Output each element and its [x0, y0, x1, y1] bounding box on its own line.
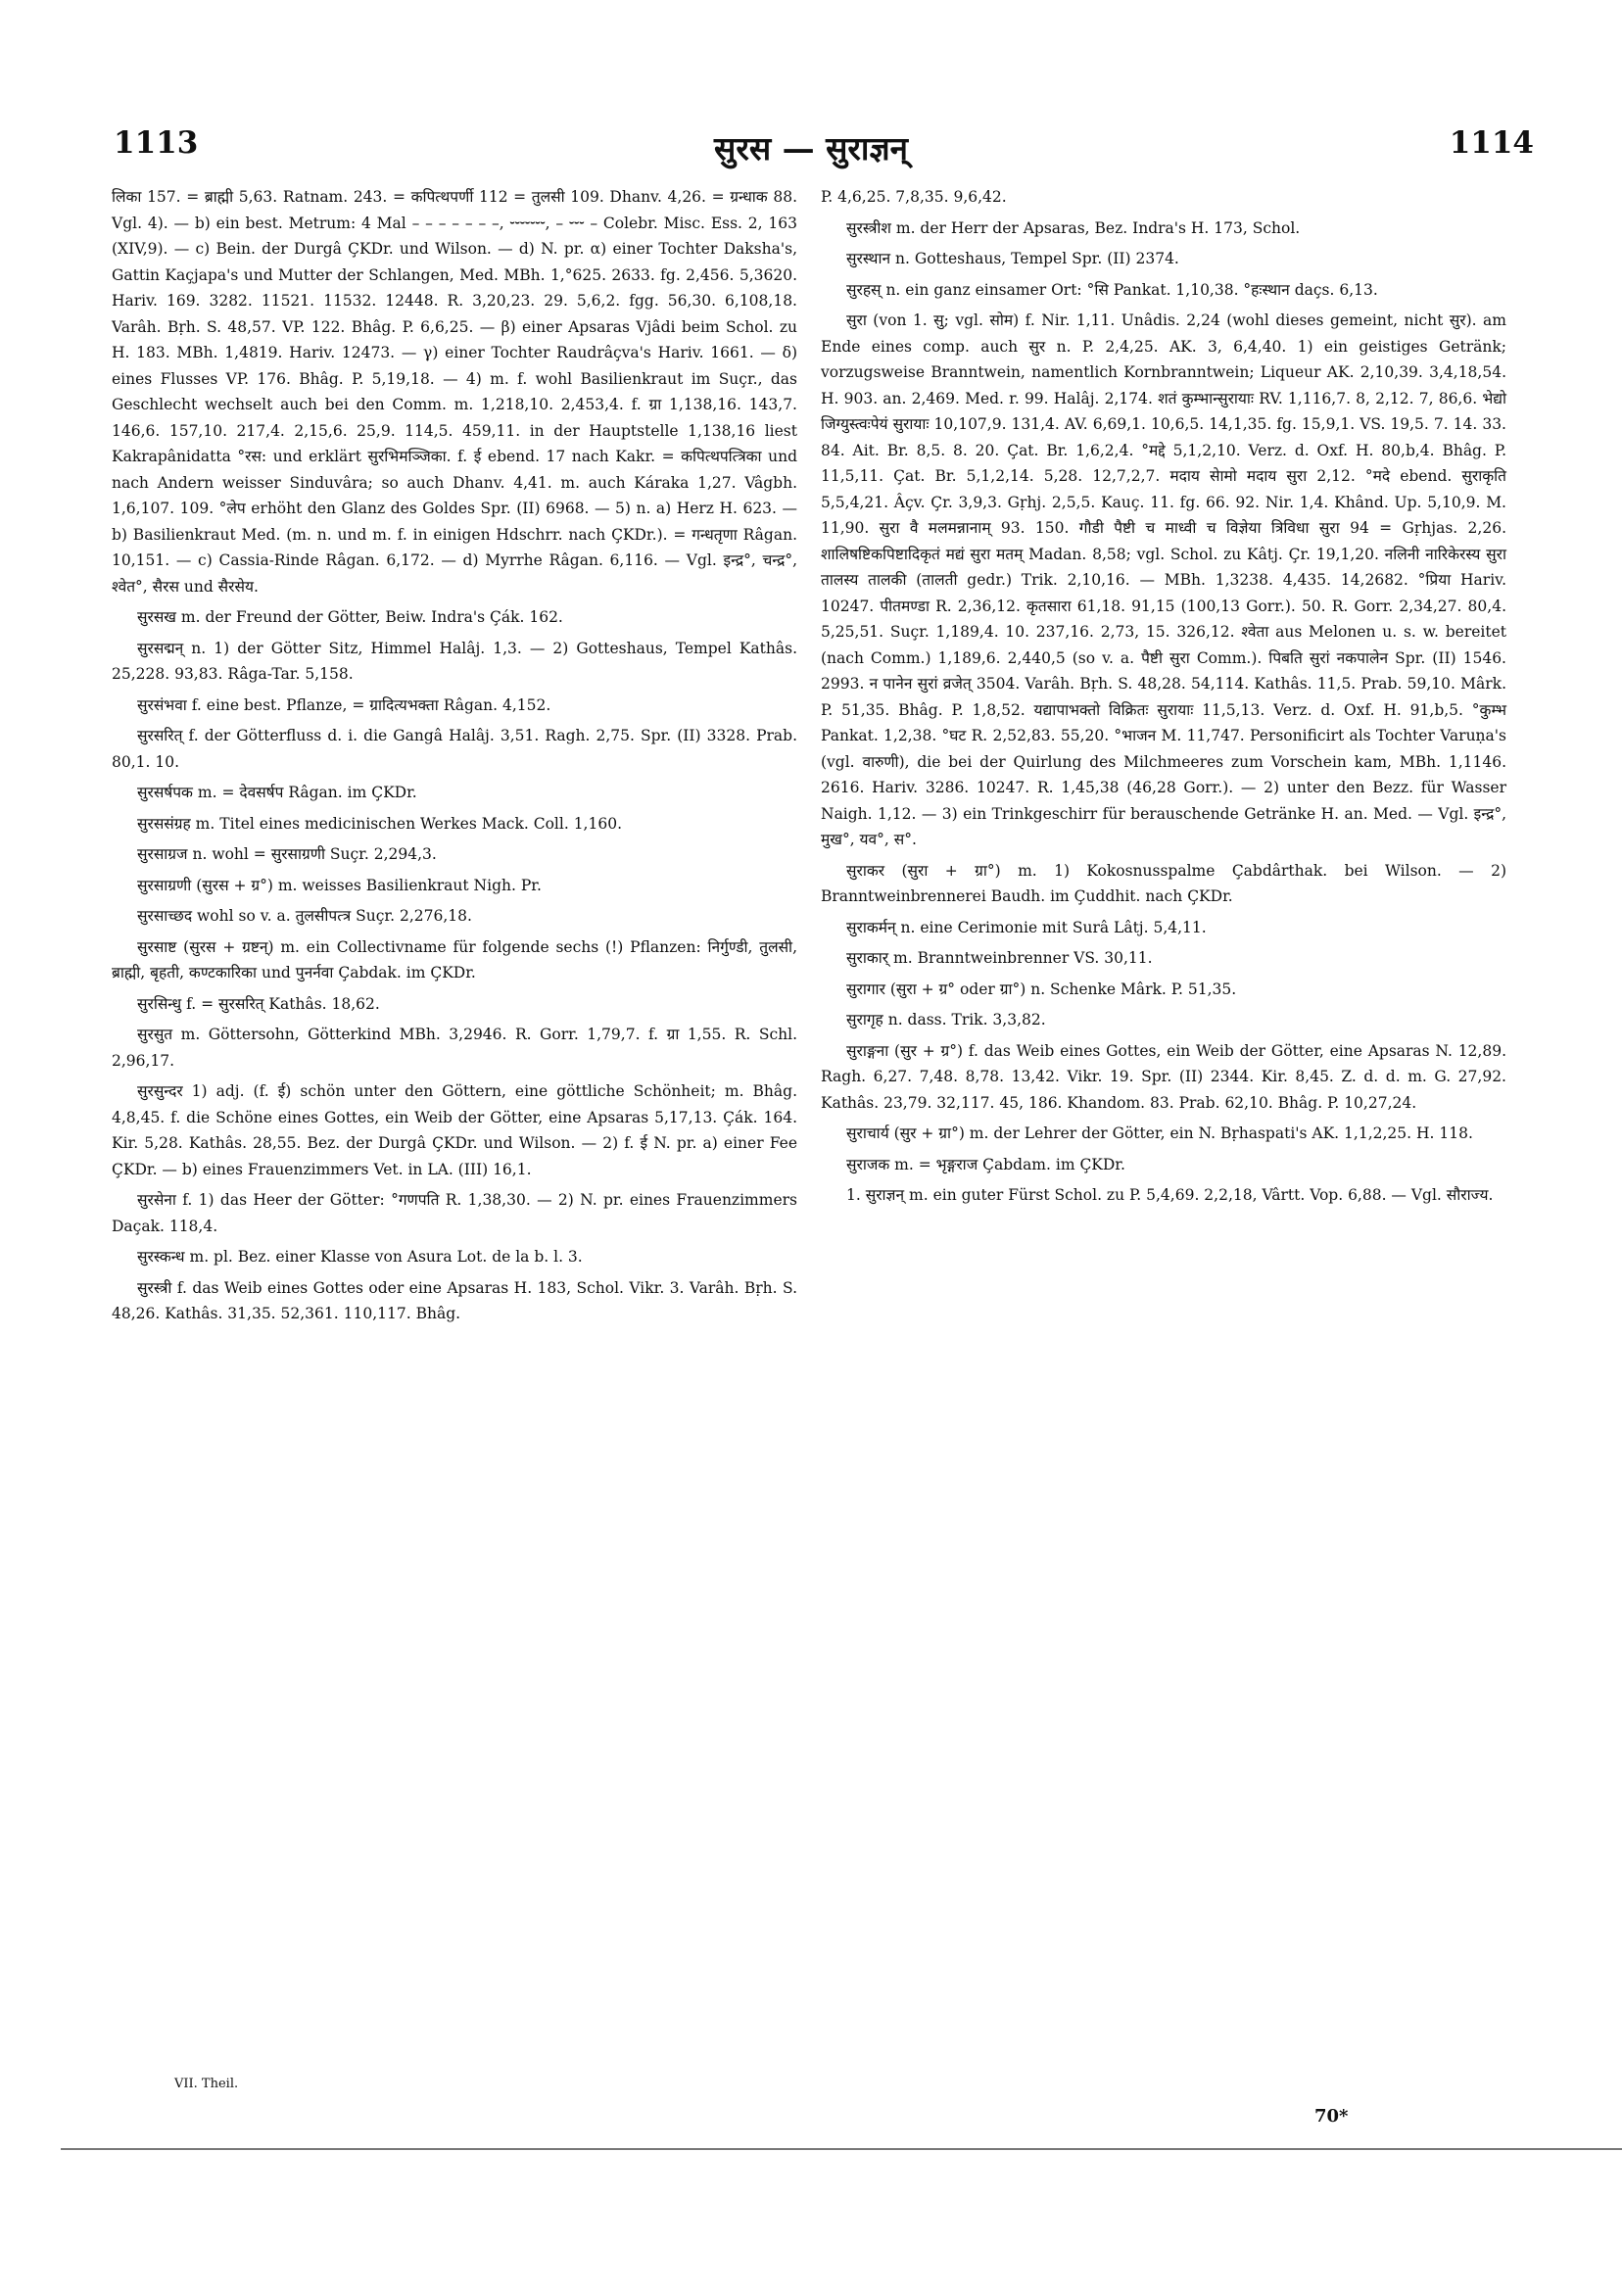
- dictionary-entry: सुराङ्गना (सुर + ग्र°) f. das Weib eines Gottes, ein Weib der Götter, eine Apsaras N. 12,89. Ragh. 6,27. 7,48. 8,78. 13,42. Vikr. 19. Spr. (II) 2344. Kir. 8,45. Z. d. d. m. G. 27,92. Kathâs. 23,79. 32,117. 45, 186. Khandom. 83. Prab. 62,10. Bhâg. P. 10,27,24.: [821, 1041, 1506, 1112]
- dictionary-entry: सुरसेना f. 1) das Heer der Götter: °गणपति R. 1,38,30. — 2) N. pr. eines Frauenzimmers Daçak. 118,4.: [112, 1191, 797, 1235]
- dictionary-entry: सुराकार् m. Branntweinbrenner VS. 30,11.: [846, 949, 1153, 967]
- dictionary-entry: सुराचार्य (सुर + ग्रा°) m. der Lehrer der Götter, ein N. Bṛhaspati's AK. 1,1,2,25. H. 118.: [846, 1124, 1473, 1142]
- bottom-rule: [61, 2148, 1622, 2150]
- volume-part-note: VII. Theil.: [174, 2077, 239, 2091]
- dictionary-entry: सुराजक m. = भृङ्गराज Çabdam. im ÇKDr.: [846, 1155, 1125, 1173]
- dictionary-entry: लिका 157. = ब्राह्मी 5,63. Ratnam. 243. = कपित्थपर्णी 112 = तुलसी 109. Dhanv. 4,26. = ग्रन्धाक 88. Vgl. 4). — b) ein best. Metrum: 4 Mal – – – – – – –, ⏑⏑⏑⏑⏑⏑⏑, – ⏑⏑⏑ – Colebr. Misc. Ess. 2, 163 (XIV,9). — c) Bein. der Durgâ ÇKDr. und Wilson. — d) N. pr. α) einer Tochter Daksha's, Gattin Kaçjapa's und Mutter der Schlangen, Med. MBh. 1,°625. 2633. fg. 2,456. 5,3620. Hariv. 169. 3282. 11521. 11532. 12448. R. 3,20,23. 29. 5,6,2. fgg. 56,30. 6,108,18. Varâh. Bṛh. S. 48,57. VP. 122. Bhâg. P. 6,6,25. — β) einer Apsaras Vjâdi beim Schol. zu H. 183. MBh. 1,4819. Hariv. 12473. — γ) einer Tochter Raudrâçva's Hariv. 1661. — δ) eines Flusses VP. 176. Bhâg. P. 5,19,18. — 4) m. f. wohl Basilienkraut im Suçr., das Geschlecht wechselt auch bei den Comm. m. 1,218,10. 2,453,4. f. ग्रा 1,138,16. 143,7. 146,6. 157,10. 217,4. 2,15,6. 25,9. 114,5. 459,11. in der Hauptstelle 1,138,16 liest Kakrapânidatta °रस: und erklärt सुरभिमञ्जिका. f. ई ebend. 17 nach Kakr. = कपित्थपत्त्रिका und nach Andern weisser Sinduvâra; so auch Dhanv. 4,41. m. auch Káraka 1,27. Vâgbh. 1,6,107. 109. °लेप erhöht den Glanz des Goldes Spr. (II) 6968. — 5) n. a) Herz H. 623. — b) Basilienkraut Med. (m. n. und m. f. in einigen Hdschrr. nach ÇKDr.). = गन्धतृणा Râgan. 10,151. — c) Cassia-Rinde Râgan. 6,172. — d) Myrrhe Râgan. 6,116. — Vgl. इन्द्र°, चन्द्र°, श्वेत°, सैरस und सैरसेय.: [112, 188, 797, 596]
- dictionary-entry: सुरहस् n. ein ganz einsamer Ort: °सि Pankat. 1,10,38. °हःस्थान daçs. 6,13.: [846, 280, 1378, 299]
- dictionary-entry: सुरससंग्रह m. Titel eines medicinischen Werkes Mack. Coll. 1,160.: [137, 814, 622, 833]
- dictionary-entry: सुरसाष्ट (सुरस + ग्रष्टन्) m. ein Collectivname für folgende sechs (!) Pflanzen: निर्गुण्डी, तुलसी, ब्राह्मी, बृहती, कण्टकारिका und पुनर्नवा Çabdak. im ÇKDr.: [112, 937, 797, 981]
- dictionary-entry: P. 4,6,25. 7,8,35. 9,6,42.: [821, 188, 1007, 206]
- dictionary-entry: सुरसाग्रणी (सुरस + ग्र°) m. weisses Basilienkraut Nigh. Pr.: [137, 876, 542, 894]
- dictionary-entry: सुरसिन्धु f. = सुरसरित् Kathâs. 18,62.: [137, 994, 380, 1013]
- dictionary-entry: सुरसरित् f. der Götterfluss d. i. die Gangâ Halâj. 3,51. Ragh. 2,75. Spr. (II) 3328. Prab. 80,1. 10.: [112, 727, 797, 771]
- dictionary-entry: सुरसद्मन् n. 1) der Götter Sitz, Himmel Halâj. 1,3. — 2) Gotteshaus, Tempel Kathâs. 25,228. 93,83. Râga-Tar. 5,158.: [112, 639, 797, 683]
- left-column: [112, 184, 797, 1332]
- dictionary-entry: सुरसाग्रज n. wohl = सुरसाग्रणी Suçr. 2,294,3.: [137, 845, 437, 863]
- signature-mark: 70*: [1314, 2106, 1349, 2127]
- dictionary-entry: 1. सुराज्ञन् m. ein guter Fürst Schol. zu P. 5,4,69. 2,2,18, Vârtt. Vop. 6,88. — Vgl. सौराज्य.: [846, 1186, 1494, 1204]
- dictionary-entry: सुरस्त्रीश m. der Herr der Apsaras, Bez. Indra's H. 173, Schol.: [846, 218, 1301, 237]
- dictionary-entry: सुरस्कन्ध m. pl. Bez. einer Klasse von Asura Lot. de la b. l. 3.: [137, 1248, 583, 1266]
- dictionary-entry: सुरा (von 1. सु; vgl. सोम) f. Nir. 1,11. Unâdis. 2,24 (wohl dieses gemeint, nicht सुर). am Ende eines comp. auch सुर n. P. 2,4,25. AK. 3, 6,4,40. 1) ein geistiges Getränk; vorzugsweise Branntwein, namentlich Kornbranntwein; Liqueur AK. 2,10,39. 3,4,18,54. H. 903. an. 2,469. Med. r. 99. Halâj. 2,174. शतं कुम्भान्सुरायाः RV. 1,116,7. 8, 2,12. 7, 86,6. भेद्यो जिग्युस्त्वःपेयं सुरायाः 10,107,9. 131,4. AV. 6,69,1. 10,6,5. 14,1,35. fg. 15,9,1. VS. 19,5. 7. 14. 33. 84. Ait. Br. 8,5. 8. 20. Çat. Br. 1,6,2,4. °मद्दे 5,1,2,10. Verz. d. Oxf. H. 80,b,4. Bhâg. P. 11,5,11. Çat. Br. 5,1,2,14. 5,28. 12,7,2,7. मदाय सेामो मदाय सुरा 2,12. °मदे ebend. सुराकृति 5,5,4,21. Âçv. Çr. 3,9,3. Gṛhj. 2,5,5. Kauç. 11. fg. 66. 92. Nir. 1,4. Khând. Up. 5,10,9. M. 11,90. सुरा वै मलमन्नानाम् 93. 150. गौडी पैष्टी च माध्वी च विज्ञेया त्रिविधा सुरा 94 = Gṛhjas. 2,26. शालिषष्टिकपिष्टादिकृतं मद्यं सुरा मतम् Madan. 8,58; vgl. Schol. zu Kâtj. Çr. 19,1,20. नलिनी नारिकेरस्य सुरा तालस्य तालकी (तालती gedr.) Trik. 2,10,16. — MBh. 1,3238. 4,435. 14,2682. °प्रिया Hariv. 10247. पीतमण्डा R. 2,36,12. कृतसारा 61,18. 91,15 (100,13 Gorr.). 50. R. Gorr. 2,34,27. 80,4. 5,25,51. Suçr. 1,189,4. 10. 237,16. 2,73, 15. 326,12. श्वेता aus Melonen u. s. w. bereitet (nach Comm.) 1,189,6. 2,440,5 (so v. a. पैष्टी सुरा Comm.). पिबति सुरां नकपालेन Spr. (II) 1546. 2993. न पानेन सुरां व्रजेत् 3504. Varâh. Bṛh. S. 48,28. 54,114. Kathâs. 11,5. Prab. 59,10. Mârk. P. 51,35. Bhâg. P. 1,8,52. यद्यापाभक्तो विक्रितः सुरायाः 11,5,13. Verz. d. Oxf. H. 91,b,5. °कुम्भ Pankat. 1,2,38. °घट R. 2,52,83. 55,20. °भाजन M. 11,747. Personificirt als Tochter Varuṇa's (vgl. वारुणी), die bei der Quirlung des Milchmeeres zum Vorschein kam, MBh. 1,1146. 2616. Hariv. 3286. 10247. R. 1,45,38 (46,28 Gorr.). — 2) unter den Bezz. für Wasser Naigh. 1,12. — 3) ein Trinkgeschirr für berauschende Getränke H. an. Med. — Vgl. इन्द्र°, मुख°, यव°, स°.: [821, 311, 1506, 848]
- right-column: [821, 184, 1506, 1214]
- dictionary-entry: सुरागार (सुरा + ग्र° oder ग्रा°) n. Schenke Mârk. P. 51,35.: [846, 980, 1237, 998]
- dictionary-entry: सुरस्थान n. Gotteshaus, Tempel Spr. (II) 2374.: [846, 250, 1179, 267]
- dictionary-entry: सुरसर्षपक m. = देवसर्षप Râgan. im ÇKDr.: [137, 784, 417, 801]
- dictionary-entry: सुरसुन्दर 1) adj. (f. ई) schön unter den Göttern, eine göttliche Schönheit; m. Bhâg. 4,8,45. f. die Schöne eines Gottes, ein Weib der Götter, eine Apsaras 5,17,13. Çák. 164. Kir. 5,28. Kathâs. 28,55. Bez. der Durgâ ÇKDr. und Wilson. — 2) f. ई N. pr. a) einer Fee ÇKDr. — b) eines Frauenzimmers Vet. in LA. (III) 16,1.: [112, 1082, 797, 1178]
- page-number-right: 1114: [1449, 125, 1534, 161]
- dictionary-entry: सुरसुत m. Göttersohn, Götterkind MBh. 3,2946. R. Gorr. 1,79,7. f. ग्रा 1,55. R. Schl. 2,96,17.: [112, 1026, 797, 1070]
- dictionary-entry: सुरसख m. der Freund der Götter, Beiw. Indra's Çák. 162.: [137, 608, 563, 626]
- dictionary-entry: सुरसंभवा f. eine best. Pflanze, = ग्रादित्यभक्ता Râgan. 4,152.: [137, 695, 551, 714]
- dictionary-entry: सुराकर्मन् n. eine Cerimonie mit Surâ Lâtj. 5,4,11.: [846, 918, 1207, 936]
- dictionary-entry: सुरसाच्छद wohl so v. a. तुलसीपत्त्र Suçr. 2,276,18.: [137, 907, 472, 925]
- page-number-left: 1113: [114, 125, 199, 161]
- dictionary-entry: सुरस्त्री f. das Weib eines Gottes oder eine Apsaras H. 183, Schol. Vikr. 3. Varâh. Bṛh. S. 48,26. Kathâs. 31,35. 52,361. 110,117. Bhâg.: [112, 1278, 797, 1322]
- dictionary-entry: सुराकर (सुरा + ग्रा°) m. 1) Kokosnusspalme Çabdârthak. bei Wilson. — 2) Branntweinbrennerei Baudh. im Çuddhit. nach ÇKDr.: [821, 861, 1506, 905]
- dictionary-entry: सुरागृह n. dass. Trik. 3,3,82.: [846, 1011, 1046, 1028]
- headword-range: सुरस — सुराज्ञन्: [714, 129, 908, 167]
